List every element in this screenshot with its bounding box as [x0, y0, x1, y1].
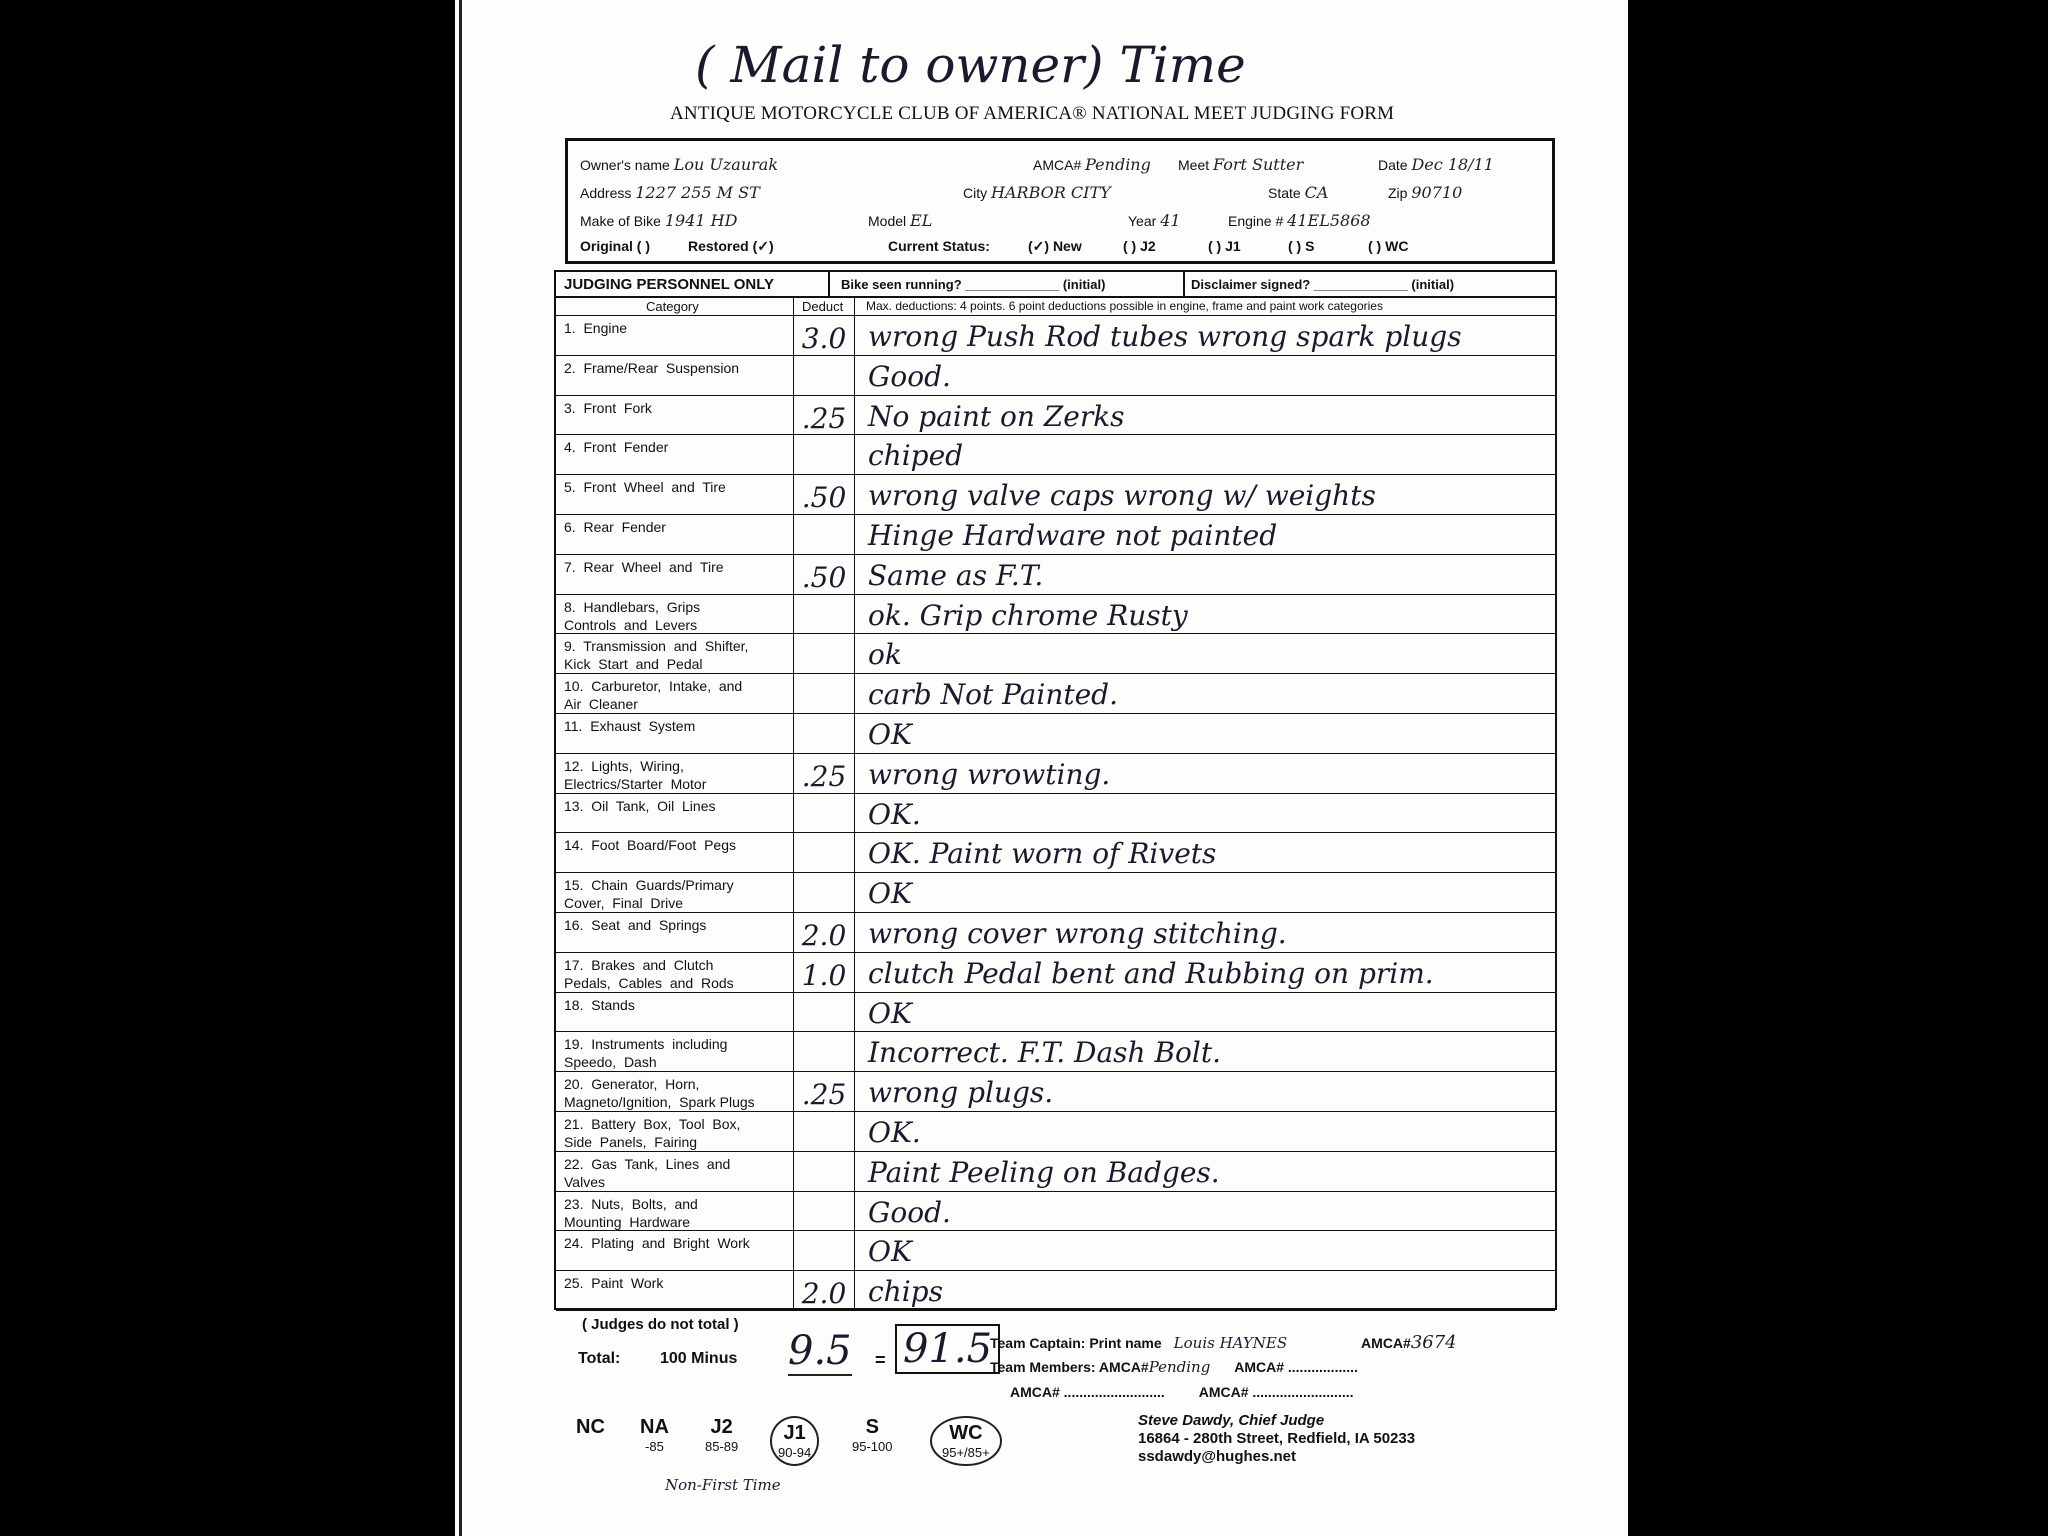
row-comment: clutch Pedal bent and Rubbing on prim.: [868, 956, 1434, 990]
row-category: 4. Front Fender: [564, 439, 669, 456]
judging-row: [556, 913, 1555, 953]
row-category: 3. Front Fork: [564, 399, 652, 416]
judging-row: [556, 475, 1555, 515]
row-category: 24. Plating and Bright Work: [564, 1235, 750, 1252]
row-comment: Good.: [868, 1195, 951, 1229]
team-captain: Team Captain: Print name Louis HAYNES AMCA#3674: [990, 1332, 1457, 1353]
status-s: ( ) S: [1288, 238, 1315, 254]
judging-row: [556, 316, 1555, 356]
judges-note: ( Judges do not total ): [582, 1316, 739, 1333]
row-comment: wrong valve caps wrong w/ weights: [868, 479, 1376, 513]
equals-sign: =: [875, 1350, 886, 1370]
row-comment: No paint on Zerks: [868, 399, 1125, 433]
row-category: 10. Carburetor, Intake, and Air Cleaner: [564, 678, 743, 713]
status-new: (✓) New: [1028, 238, 1082, 254]
row-comment: Incorrect. F.T. Dash Bolt.: [868, 1036, 1222, 1070]
owner-name-field: Owner's name Lou Uzaurak: [580, 155, 779, 174]
col-deduct: Deduct: [802, 299, 844, 314]
judging-row: [556, 1152, 1555, 1192]
handwritten-title: ( Mail to owner) Time: [695, 36, 1246, 94]
judging-row: [556, 674, 1555, 714]
row-deduct: 2.0: [801, 919, 847, 952]
row-comment: OK: [868, 718, 912, 751]
row-comment: wrong plugs.: [868, 1076, 1054, 1110]
bike-running-label: Bike seen running? _____________ (initial): [841, 277, 1106, 292]
row-comment: wrong wrowting.: [868, 757, 1111, 791]
row-category: 25. Paint Work: [564, 1275, 664, 1292]
form-title: ANTIQUE MOTORCYCLE CLUB OF AMERICA® NATIONAL MEET JUDGING FORM: [670, 103, 1395, 124]
row-deduct: .25: [801, 759, 847, 793]
minus-label: 100 Minus: [660, 1350, 738, 1367]
judging-row: [556, 714, 1555, 754]
judging-row: [556, 515, 1555, 555]
row-comment: chips: [868, 1275, 943, 1309]
row-category: 12. Lights, Wiring, Electrics/Starter Motor: [564, 757, 707, 792]
row-comment: Paint Peeling on Badges.: [868, 1155, 1220, 1189]
row-category: 2. Frame/Rear Suspension: [564, 359, 740, 376]
year-field: Year 41: [1128, 211, 1181, 230]
form-footer: [570, 1312, 1570, 1532]
row-category: 21. Battery Box, Tool Box, Side Panels, Fairing: [564, 1116, 741, 1150]
judging-row: [556, 1112, 1555, 1152]
zip-field: Zip 90710: [1388, 183, 1463, 202]
row-category: 19. Instruments including Speedo, Dash: [564, 1036, 728, 1071]
judging-row: [556, 356, 1555, 396]
row-category: 18. Stands: [564, 996, 635, 1013]
owner-info-box: [565, 138, 1555, 264]
judging-row: [556, 953, 1555, 993]
row-category: 17. Brakes and Clutch Pedals, Cables and Rods: [564, 956, 734, 991]
row-category: 15. Chain Guards/Primary Cover, Final Drive: [564, 877, 734, 912]
status-j1: ( ) J1: [1208, 238, 1241, 254]
row-comment: OK. Paint worn of Rivets: [868, 837, 1217, 871]
row-comment: OK: [868, 1235, 912, 1269]
grade-wc: WC 95+/85+: [930, 1416, 1002, 1466]
minus-value: 9.5: [788, 1328, 852, 1374]
restored-option: Restored (✓): [688, 238, 774, 254]
judging-row: [556, 993, 1555, 1033]
judging-row: [556, 435, 1555, 475]
col-category: Category: [646, 299, 699, 314]
date-field: Date Dec 18/11: [1378, 155, 1494, 174]
status-wc: ( ) WC: [1368, 238, 1409, 254]
row-comment: Good.: [868, 359, 951, 393]
row-deduct: .25: [801, 401, 847, 435]
grade-s: S 95-100: [852, 1416, 893, 1454]
judging-row: [556, 555, 1555, 595]
grade-j2: J2 85-89: [705, 1416, 739, 1454]
row-category: 11. Exhaust System: [564, 718, 696, 734]
row-category: 8. Handlebars, Grips Controls and Levers: [564, 598, 701, 633]
row-comment: ok: [868, 638, 902, 672]
row-comment: wrong cover wrong stitching.: [868, 917, 1287, 950]
address-field: Address 1227 255 M ST: [580, 183, 760, 202]
row-category: 13. Oil Tank, Oil Lines: [564, 797, 716, 814]
header-divider: [1183, 272, 1185, 298]
judging-row: [556, 873, 1555, 913]
total-label: Total:: [578, 1350, 621, 1367]
header-divider: [828, 272, 830, 298]
row-category: 16. Seat and Springs: [564, 917, 707, 933]
row-comment: chiped: [868, 439, 964, 473]
row-comment: Hinge Hardware not painted: [868, 519, 1278, 552]
chief-judge-email: ssdawdy@hughes.net: [1138, 1448, 1296, 1465]
chief-judge-address: 16864 - 280th Street, Redfield, IA 50233: [1138, 1430, 1416, 1447]
judging-row: [556, 634, 1555, 674]
row-deduct: 1.0: [801, 958, 847, 992]
judging-row: [556, 396, 1555, 436]
row-comment: Same as F.T.: [868, 558, 1044, 592]
judging-row: [556, 754, 1555, 794]
grade-j1: J1 90-94: [770, 1416, 819, 1466]
judging-row: [556, 1231, 1555, 1271]
meet-field: Meet Fort Sutter: [1178, 155, 1304, 174]
row-category: 9. Transmission and Shifter, Kick Start and Pedal: [564, 638, 749, 673]
row-category: 14. Foot Board/Foot Pegs: [564, 837, 736, 854]
total-result: 91.5: [895, 1324, 1000, 1374]
row-comment: ok. Grip chrome Rusty: [868, 598, 1188, 632]
team-members: Team Members: AMCA#Pending AMCA# ..................: [990, 1358, 1358, 1376]
row-category: 22. Gas Tank, Lines and Valves: [564, 1155, 731, 1190]
disclaimer-label: Disclaimer signed? _____________ (initial): [1191, 277, 1455, 292]
status-label: Current Status:: [888, 238, 990, 254]
chief-judge-block: [1138, 1412, 1415, 1466]
row-comment: wrong Push Rod tubes wrong spark plugs: [868, 320, 1462, 353]
make-field: Make of Bike 1941 HD: [580, 211, 738, 230]
judging-personnel-label: JUDGING PERSONNEL ONLY: [564, 276, 775, 293]
row-category: 23. Nuts, Bolts, and Mounting Hardware: [564, 1195, 698, 1230]
judging-row: [556, 595, 1555, 635]
row-deduct: .25: [801, 1078, 847, 1112]
row-deduct: 2.0: [801, 1277, 847, 1311]
grade-note: Non-First Time: [665, 1476, 781, 1494]
judging-row: [556, 1271, 1555, 1311]
grade-nc: NC: [576, 1416, 605, 1438]
row-comment: OK: [868, 877, 912, 911]
team-members-row2: AMCA# .......................... AMCA# ..........................: [1010, 1384, 1354, 1400]
row-comment: OK: [868, 996, 912, 1030]
city-field: City HARBOR CITY: [963, 183, 1111, 202]
row-category: 5. Front Wheel and Tire: [564, 479, 726, 496]
original-option: Original ( ): [580, 238, 650, 254]
judging-row: [556, 1192, 1555, 1232]
row-comment: OK.: [868, 1116, 921, 1149]
judging-row: [556, 1032, 1555, 1072]
row-category: 7. Rear Wheel and Tire: [564, 558, 724, 575]
judging-row: [556, 833, 1555, 873]
state-field: State CA: [1268, 183, 1329, 202]
judging-row: [556, 1072, 1555, 1112]
row-category: 6. Rear Fender: [564, 519, 666, 535]
judging-table: [554, 270, 1557, 1310]
row-category: 20. Generator, Horn, Magneto/Ignition, Spark Plugs: [564, 1076, 755, 1111]
page-edge: [459, 0, 462, 1536]
row-comment: carb Not Painted.: [868, 678, 1119, 712]
row-deduct: 3.0: [801, 322, 847, 355]
engine-field: Engine # 41EL5868: [1228, 211, 1371, 230]
chief-judge-name: Steve Dawdy, Chief Judge: [1138, 1412, 1325, 1429]
row-deduct: .50: [801, 481, 847, 515]
row-comment: OK.: [868, 797, 921, 831]
max-note: Max. deductions: 4 points. 6 point deductions possible in engine, frame and paint work categories: [866, 299, 1383, 313]
model-field: Model EL: [868, 211, 933, 230]
column-header: [556, 298, 1555, 316]
judging-row: [556, 794, 1555, 834]
grade-na: NA -85: [640, 1416, 669, 1454]
row-category: 1. Engine: [564, 320, 628, 336]
row-deduct: .50: [801, 560, 847, 594]
judging-header: [556, 272, 1555, 298]
amca-field: AMCA# Pending: [1033, 155, 1151, 174]
status-j2: ( ) J2: [1123, 238, 1156, 254]
